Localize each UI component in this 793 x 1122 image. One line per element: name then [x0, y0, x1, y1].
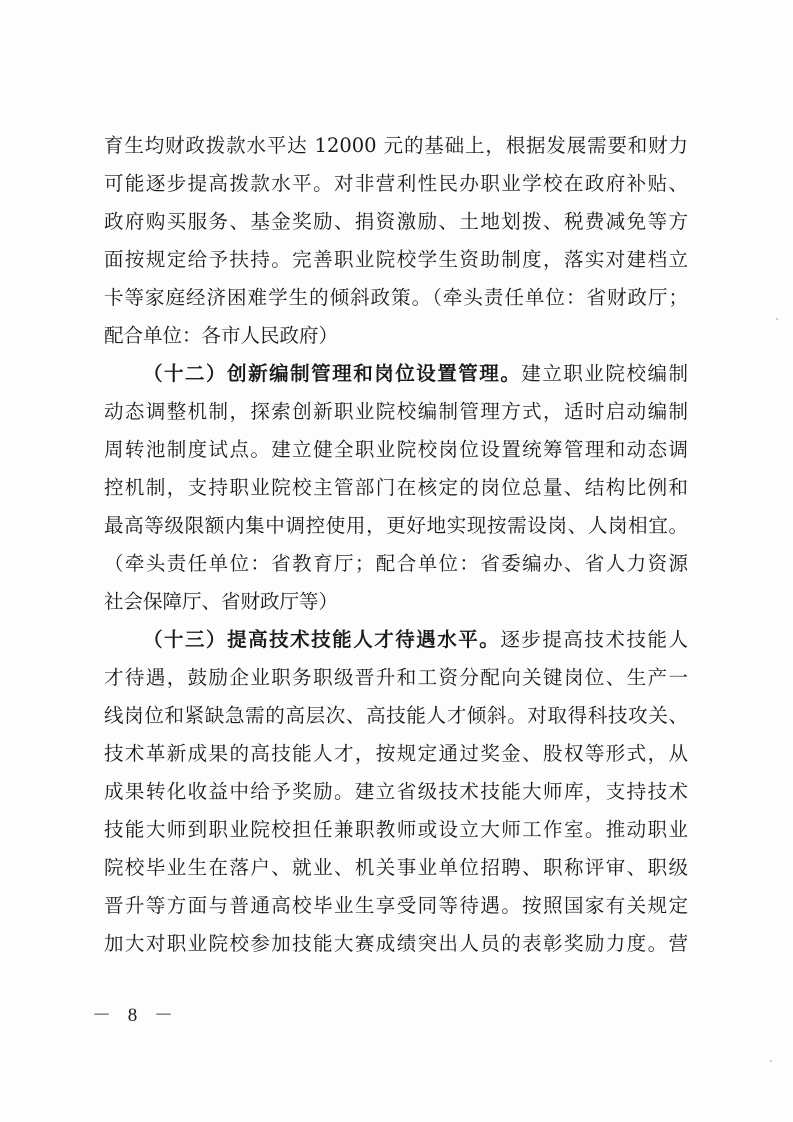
- section-heading-12: （十二）创新编制管理和岗位设置管理。: [143, 362, 522, 385]
- paragraph-staffing: [104, 355, 688, 621]
- text-run: 建立职业院校编制: [521, 362, 688, 385]
- text-line: 最高等级限额内集中调控使用，更好地实现按需设岗、人岗相宜。: [104, 514, 688, 537]
- scan-speck: [770, 1060, 772, 1062]
- text-line: 政府购买服务、基金奖励、捐资激励、土地划拨、税费减免等方: [104, 210, 688, 233]
- text-line: 院校毕业生在落户、就业、机关事业单位招聘、职称评审、职级: [104, 856, 688, 879]
- text-line: 线岗位和紧缺急需的高层次、高技能人才倾斜。对取得科技攻关、: [104, 704, 688, 727]
- text-line: [104, 355, 688, 393]
- text-line: 加大对职业院校参加技能大赛成绩突出人员的表彰奖励力度。营: [104, 932, 688, 955]
- text-line: 才待遇，鼓励企业职务职级晋升和工资分配向关键岗位、生产一: [104, 666, 688, 689]
- text-line: 周转池制度试点。建立健全职业院校岗位设置统筹管理和动态调: [104, 438, 688, 461]
- document-body: [104, 127, 688, 963]
- text-line: 可能逐步提高拨款水平。对非营利性民办职业学校在政府补贴、: [104, 172, 688, 195]
- text-run: 逐步提高技术技能人: [500, 628, 688, 651]
- section-heading-13: （十三）提高技术技能人才待遇水平。: [143, 628, 501, 651]
- text-line: 育生均财政拨款水平达 12000 元的基础上，根据发展需要和财力: [104, 134, 688, 157]
- scan-speck: [776, 318, 778, 320]
- text-line: 社会保障厅、省财政厅等）: [104, 590, 339, 613]
- text-line: 动态调整机制，探索创新职业院校编制管理方式，适时启动编制: [104, 400, 688, 423]
- text-line: 面按规定给予扶持。完善职业院校学生资助制度，落实对建档立: [104, 248, 688, 271]
- text-line: 技能大师到职业院校担任兼职教师或设立大师工作室。推动职业: [104, 818, 688, 841]
- text-line: 配合单位：各市人民政府）: [104, 324, 339, 347]
- paragraph-talent-treatment: [104, 621, 688, 963]
- text-line: （牵头责任单位：省教育厅；配合单位：省委编办、省人力资源: [104, 552, 688, 575]
- text-line: 技术革新成果的高技能人才，按规定通过奖金、股权等形式，从: [104, 742, 688, 765]
- text-line: [104, 621, 688, 659]
- text-line: 成果转化收益中给予奖励。建立省级技术技能大师库，支持技术: [104, 780, 688, 803]
- text-line: 晋升等方面与普通高校毕业生享受同等待遇。按照国家有关规定: [104, 894, 688, 917]
- text-line: 控机制，支持职业院校主管部门在核定的岗位总量、结构比例和: [104, 476, 688, 499]
- page-number: － 8 －: [92, 1005, 180, 1026]
- paragraph-funding: [104, 127, 688, 355]
- text-line: 卡等家庭经济困难学生的倾斜政策。（牵头责任单位：省财政厅；: [104, 286, 688, 309]
